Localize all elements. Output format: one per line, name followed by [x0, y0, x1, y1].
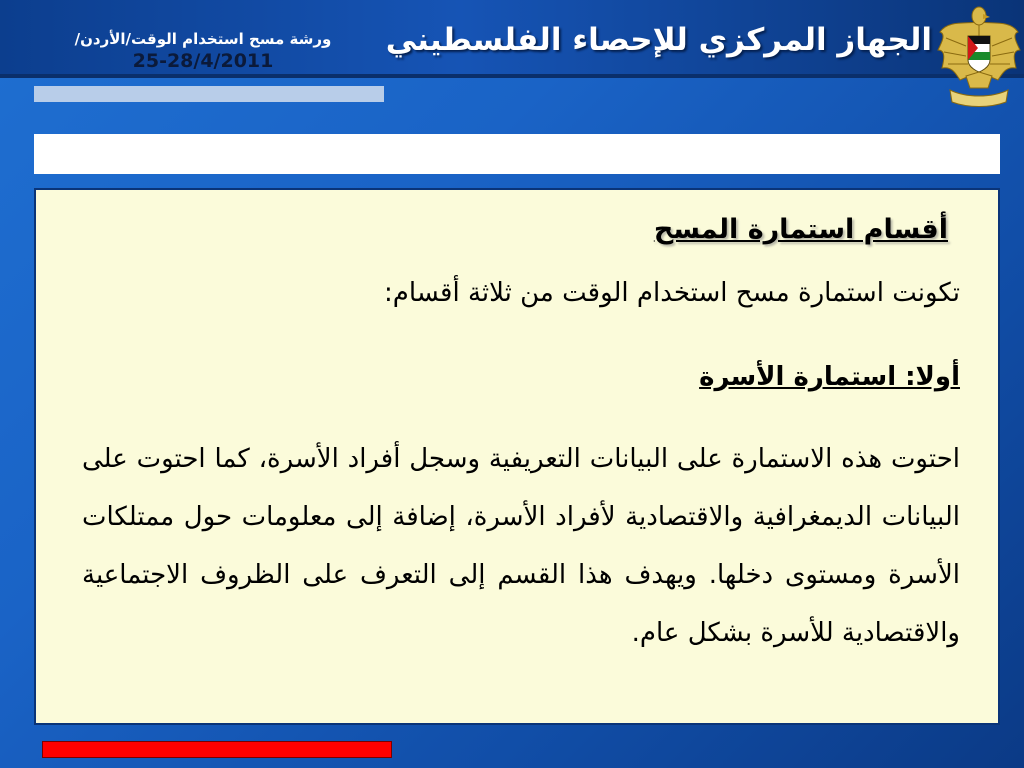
workshop-underline-bar: [34, 86, 384, 102]
workshop-info: [36, 30, 370, 72]
workshop-dates: 25-28/4/2011: [132, 50, 274, 72]
body-paragraph: احتوت هذه الاستمارة على البيانات التعريفية وسجل أفراد الأسرة، كما احتوت على البيانات الديمغرافية والاقتصادية لأفراد الأسرة، إضافة إلى معلومات حول ممتلكات الأسرة ومستوى دخلها. ويهدف هذا القسم إلى التعرف على الظروف الاجتماعية والاقتصادية للأسرة بشكل عام.: [82, 444, 960, 648]
title-strip: [34, 134, 1000, 174]
palestine-eagle-emblem-icon: [936, 2, 1022, 110]
section-heading: أقسام استمارة المسح: [653, 214, 948, 245]
footer-accent-bar: [42, 741, 392, 758]
organization-title: الجهاز المركزي للإحصاء الفلسطيني: [385, 22, 932, 58]
subsection-heading: أولا: استمارة الأسرة: [699, 362, 960, 392]
intro-text: تكونت استمارة مسح استخدام الوقت من ثلاثة أقسام:: [384, 278, 960, 308]
workshop-title: ورشة مسح استخدام الوقت/الأردن/: [74, 30, 332, 48]
content-box: [34, 188, 1000, 725]
